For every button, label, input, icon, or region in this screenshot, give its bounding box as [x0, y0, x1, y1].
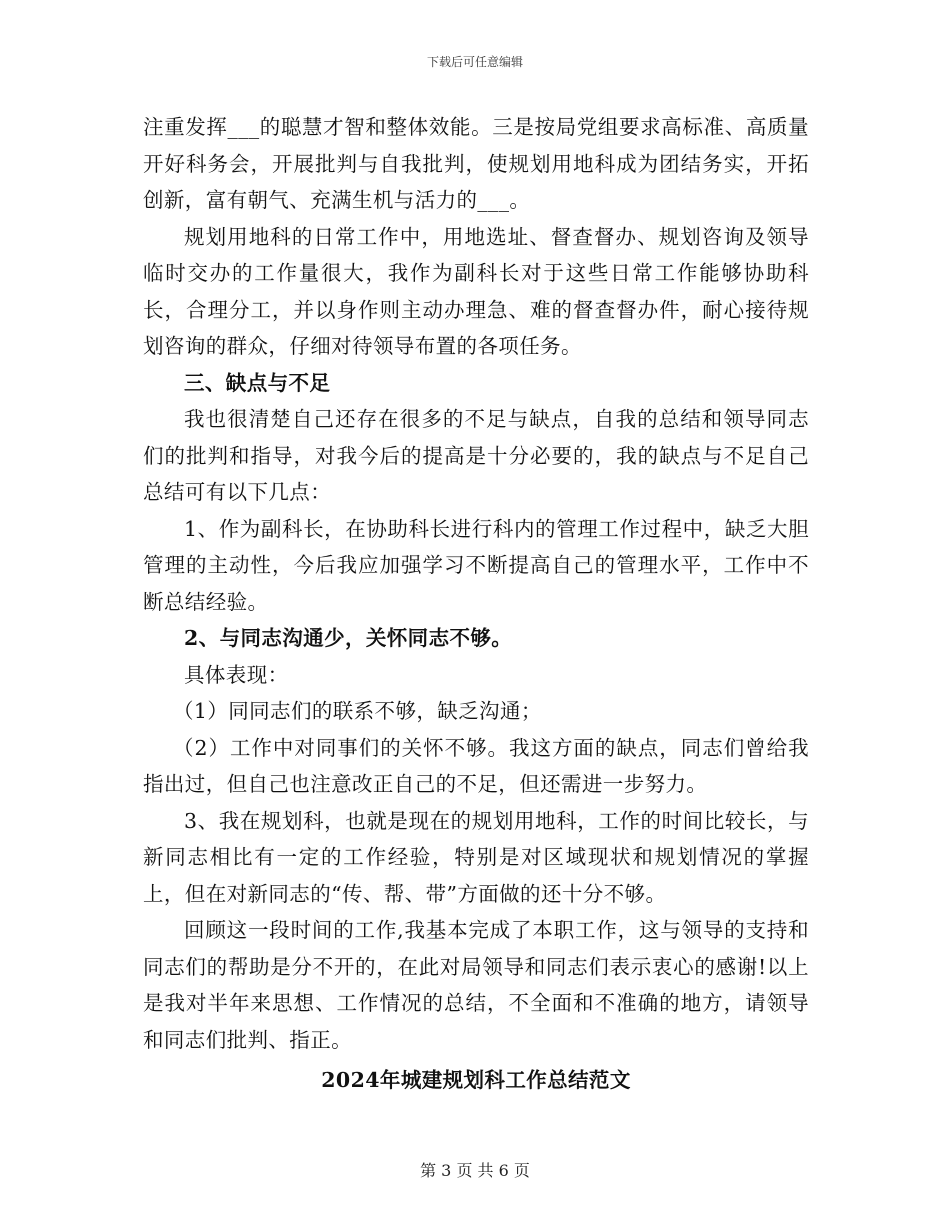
page-header: 下载后可任意编辑	[426, 55, 523, 69]
paragraph-daily-work: 规划用地科的日常工作中，用地选址、督查督办、规划咨询及领导临时交办的工作量很大，我作为副科长对于这些日常工作能够协助科长，合理分工，并以身作则主动办理急、难的督查督办件，耐心接待规划咨询的群众，仔细对待领导布置的各项任务。	[143, 224, 809, 358]
paragraph-specific-label: 具体表现：	[184, 662, 289, 687]
paragraph-conclusion: 回顾这一段时间的工作,我基本完成了本职工作，这与领导的支持和同志们的帮助是分不开的，在此对局领导和同志们表示衷心的感谢!以上是我对半年来思想、工作情况的总结，不全面和不准确的地方，请领导和同志们批判、指正。	[143, 918, 809, 1052]
document-body	[143, 109, 809, 1099]
list-item-3: 3、我在规划科，也就是现在的规划用地科，工作的时间比较长，与新同志相比有一定的工作经验，特别是对区域现状和规划情况的掌握上，但在对新同志的“传、帮、带”方面做的还十分不够。	[143, 808, 809, 906]
list-item-2-heading: 2、与同志沟通少，关怀同志不够。	[184, 626, 513, 650]
section-title: 2024年城建规划科工作总结范文	[321, 1068, 631, 1092]
page-footer: 第 3 页 共 6 页	[420, 1161, 530, 1180]
sub-item-1: （1）同同志们的联系不够，缺乏沟通；	[173, 699, 542, 723]
section-heading-shortcomings: 三、缺点与不足	[184, 370, 331, 395]
sub-item-2: （2）工作中对同事们的关怀不够。我这方面的缺点，同志们曾给我指出过，但自己也注意改正自己的不足，但还需进一步努力。	[143, 735, 809, 796]
list-item-1: 1、作为副科长，在协助科长进行科内的管理工作过程中，缺乏大胆管理的主动性，今后我应加强学习不断提高自己的管理水平，工作中不断总结经验。	[143, 516, 809, 614]
paragraph-shortcomings-intro: 我也很清楚自己还存在很多的不足与缺点，自我的总结和领导同志们的批判和指导，对我今后的提高是十分必要的，我的缺点与不足自己总结可有以下几点：	[143, 407, 809, 504]
paragraph-continuation: 注重发挥___的聪慧才智和整体效能。三是按局党组要求高标准、高质量开好科务会，开展批判与自我批判，使规划用地科成为团结务实，开拓创新，富有朝气、充满生机与活力的___。	[143, 115, 809, 212]
